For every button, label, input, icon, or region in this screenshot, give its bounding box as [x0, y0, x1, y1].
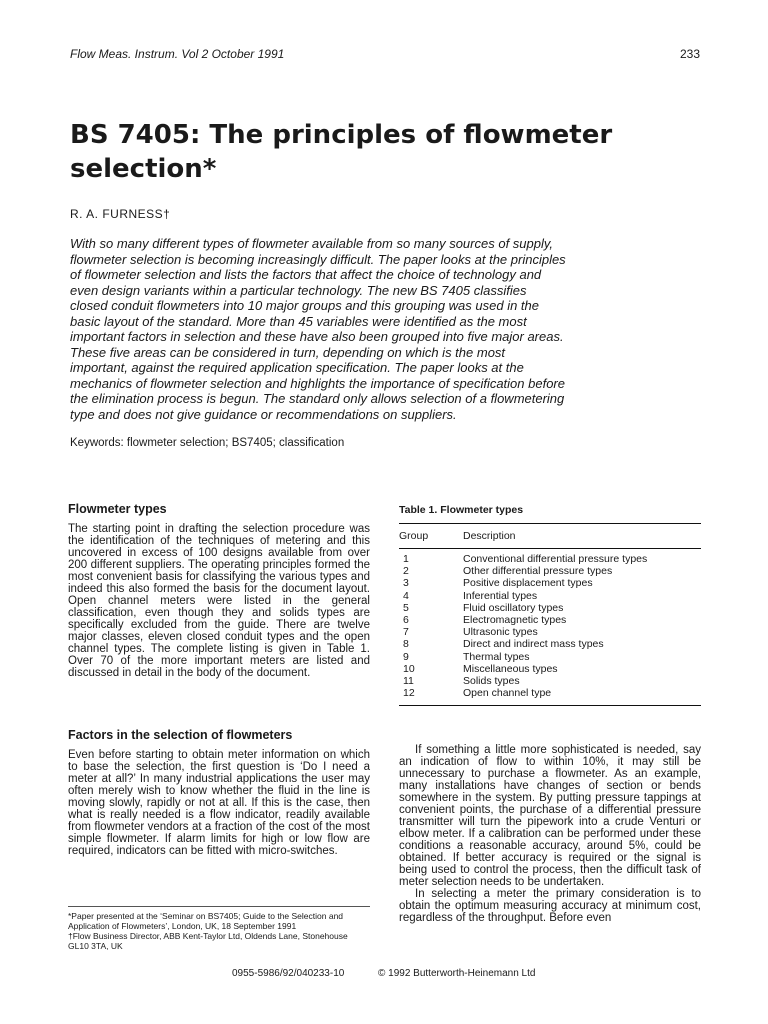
table-row	[399, 626, 701, 638]
section-flowmeter-types	[68, 502, 370, 679]
page-number: 233	[679, 47, 700, 61]
abstract: With so many different types of flowmeter available from so many sources of supply, flowmeter selection is becoming increasingly difficult. The paper looks at the principles of flowmeter selection and lists the factors that affect the choice of technology and even design variants within a particular technology. The new BS 7405 classifies closed conduit flowmeters into 10 major groups and this grouping was used in the basic layout of the standard. More than 45 variables were identified as the most important factors in selection and these have also been grouped into five major areas. These five areas can be considered in turn, depending on which is the most important, against the required application specification. The paper looks at the mechanics of flowmeter selection and highlights the importance of specification before the elimination process is begun. The standard only allows selection of a flowmetering type and does not give guidance or recommendations on suppliers.	[70, 236, 566, 422]
group-cell: 1	[403, 553, 409, 565]
description-cell: Electromagnetic types	[463, 614, 567, 627]
paragraph: In selecting a meter the primary consideration is to obtain the optimum measuring accuracy at minimum cost, regardless of the throughput. Before even	[399, 888, 701, 924]
right-column-text	[399, 744, 701, 924]
description-cell: Fluid oscillatory types	[463, 601, 564, 614]
table-1	[399, 504, 701, 706]
flowmeter-types-table	[399, 523, 701, 706]
table-row	[399, 675, 701, 687]
group-cell: 11	[403, 675, 414, 688]
section-heading: Flowmeter types	[68, 502, 167, 516]
group-cell: 2	[403, 565, 409, 578]
table-row	[399, 651, 701, 663]
group-cell: 10	[403, 662, 415, 675]
table-row	[399, 614, 701, 626]
running-header: Flow Meas. Instrum. Vol 2 October 1991	[70, 47, 285, 61]
footnote-divider	[68, 906, 370, 907]
table-row	[399, 565, 701, 577]
description-cell: Positive displacement types	[463, 577, 593, 590]
footnotes	[68, 911, 370, 951]
group-cell: 7	[403, 626, 409, 639]
description-cell: Open channel type	[463, 687, 552, 700]
description-cell: Miscellaneous types	[463, 662, 558, 675]
description-cell: Direct and indirect mass types	[463, 638, 604, 651]
copyright-notice: © 1992 Butterworth-Heinemann Ltd	[378, 968, 536, 979]
section-heading: Factors in the selection of flowmeters	[68, 728, 293, 742]
group-cell: 5	[403, 601, 409, 614]
table-caption: Table 1. Flowmeter types	[399, 504, 524, 516]
issn-code: 0955-5986/92/040233-10	[232, 968, 345, 979]
keywords: Keywords: flowmeter selection; BS7405; classification	[70, 437, 345, 449]
group-cell: 12	[403, 687, 415, 700]
table-row	[399, 549, 701, 566]
table-row	[399, 663, 701, 675]
description-cell: Thermal types	[463, 650, 530, 663]
column-header-group: Group	[399, 524, 463, 549]
paragraph: If something a little more sophisticated is needed, say an indication of flow to within 10%, it may still be unnecessary to purchase a flowmeter. As an example, many installations have changes of section or bends somewhere in the system. By putting pressure tappings at convenient points, the purchase of a differential pressure transmitter will turn the pipework into a crude Venturi or elbow meter. If a calibration can be performed under these conditions a reasonable accuracy, around 5%, could be obtained. If better accuracy is required or the signal is being used to control the process, then the difficult task of meter selection needs to be undertaken.	[399, 744, 701, 888]
group-cell: 9	[403, 650, 409, 663]
group-cell: 8	[403, 638, 409, 651]
section-text: Even before starting to obtain meter information on which to base the selection, the first question is ‘Do I need a meter at all?’ In many industrial applications the user may often merely wish to know whether the fluid in the line is moving slowly, rapidly or not at all. If this is the case, then what is really needed is a flow indicator, readily available from flowmeter vendors at a fraction of the cost of the most simple flowmeter. If alarm limits for high or low flow are required, indicators can be fitted with micro-switches.	[68, 749, 370, 857]
article-title: BS 7405: The principles of flowmeter selection*	[70, 120, 613, 184]
table-row	[399, 687, 701, 706]
description-cell: Ultrasonic types	[463, 626, 538, 639]
description-cell: Other differential pressure types	[463, 565, 613, 578]
table-row	[399, 602, 701, 614]
table-row	[399, 590, 701, 602]
author-line: R. A. FURNESS†	[70, 207, 171, 221]
section-factors	[68, 728, 370, 857]
group-cell: 3	[403, 577, 409, 590]
description-cell: Inferential types	[463, 589, 538, 602]
column-header-description: Description	[463, 524, 701, 549]
group-cell: 6	[403, 614, 409, 627]
description-cell: Solids types	[463, 675, 520, 688]
footnote: *Paper presented at the ‘Seminar on BS7405; Guide to the Selection and Application of Flowmeters’, London, UK, 18 September 1991	[68, 911, 344, 931]
section-text: The starting point in drafting the selection procedure was the identification of the techniques of metering and this uncovered in excess of 100 designs available from over 200 different suppliers. The operating principles formed the most convenient basis for classifying the various types and indeed this also formed the basis for the document layout. Open channel meters were listed in the general classification, even though they and solids types are specifically excluded from the guide. There are twelve major classes, eleven closed conduit types and the open channel types. The complete listing is given in Table 1. Over 70 of the more important meters are listed and discussed in detail in the body of the document.	[68, 523, 370, 679]
group-cell: 4	[403, 589, 409, 602]
table-row	[399, 577, 701, 589]
table-row	[399, 638, 701, 650]
footnote: †Flow Business Director, ABB Kent-Taylor Ltd, Oldends Lane, Stonehouse GL10 3TA, UK	[68, 931, 348, 951]
description-cell: Conventional differential pressure types	[463, 553, 648, 565]
